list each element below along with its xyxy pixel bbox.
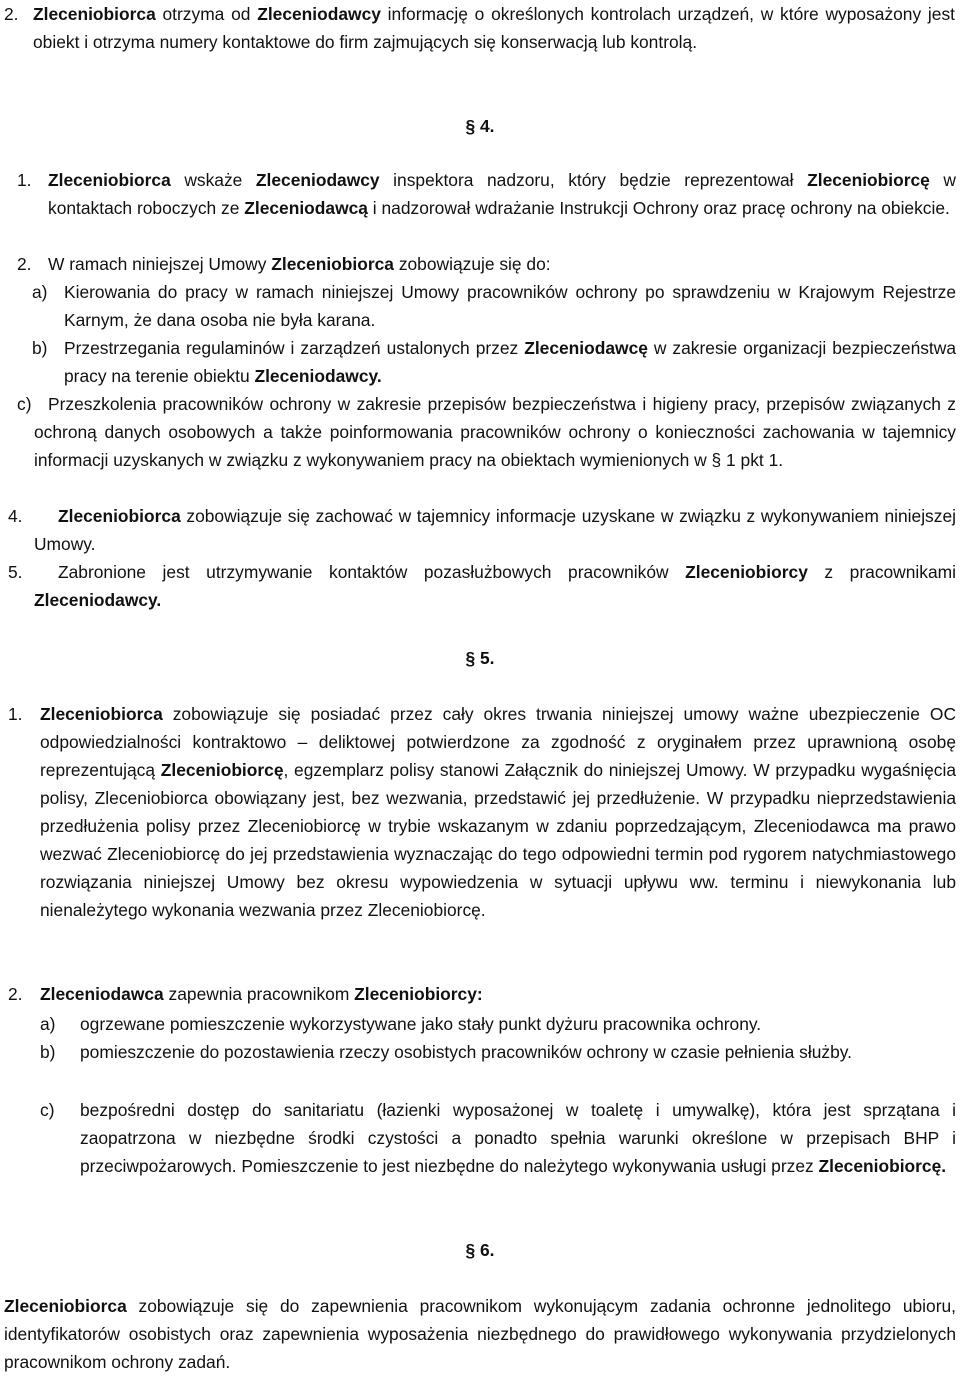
s4-item-a-text: Kierowania do pracy w ramach niniejszej Umowy pracowników ochrony po sprawdzeniu w Krajowym Rejestrze Karnym, że dana osoba nie była karana. [64, 282, 956, 330]
item-letter: a) [40, 1014, 56, 1034]
s5-item-c-text: bezpośredni dostęp do sanitariatu (łazienki wyposażonej w toaletę i umywalkę), która jest sprzątana i zaopatrzona w niezbędne środki czystości a ponadto spełnia warunki określone w przepisach BHP i przeciwpożarowych. Pomieszczenie to jest niezbędne do należytego wykonywania usługi przez Zleceniobiorcę. [80, 1100, 956, 1176]
item-number: 2. [8, 984, 23, 1004]
s4-item-c-text: Przeszkolenia pracowników ochrony w zakresie przepisów bezpieczeństwa i higieny pracy, przepisów związanych z ochroną danych osobowych a także poinformowania pracowników ochrony o konieczności zachowania w tajemnicy informacji uzyskanych w związku z wykonywaniem pracy na obiektach wymienionych w § 1 pkt 1. [34, 394, 956, 470]
item-number: 4. [8, 506, 23, 526]
s4-item-b-text: Przestrzegania regulaminów i zarządzeń ustalonych przez Zleceniodawcę w zakresie organizacji bezpieczeństwa pracy na terenie obiektu Zleceniodawcy. [64, 338, 956, 386]
s4-item-5-text: Zabronione jest utrzymywanie kontaktów pozasłużbowych pracowników Zleceniobiorcy z pracownikami Zleceniodawcy. [34, 562, 956, 610]
top-item-2-text: Zleceniobiorca otrzyma od Zleceniodawcy informację o określonych kontrolach urządzeń, w które wyposażony jest obiekt i otrzyma numery kontaktowe do firm zajmujących się konserwacją lub kontrolą. [33, 4, 955, 52]
s5-item-2-text: Zleceniodawca zapewnia pracownikom Zleceniobiorcy: [40, 984, 483, 1004]
section-heading-6: § 6. [465, 1240, 495, 1260]
item-letter: c) [40, 1100, 55, 1120]
item-number: 1. [17, 170, 32, 190]
item-number: 1. [8, 704, 23, 724]
s5-item-1-text: Zleceniobiorca zobowiązuje się posiadać przez cały okres trwania niniejszej umowy ważne ubezpieczenie OC odpowiedzialności kontraktowo – deliktowej potwierdzone za zgodność z oryginałem przez uprawnioną osobę reprezentującą Zleceniobiorcę, egzemplarz polisy stanowi Załącznik do niniejszej Umowy. W przypadku wygaśnięcia polisy, Zleceniobiorca obowiązany jest, bez wezwania, przedstawić jej przedłużenie. W przypadku nieprzedstawienia przedłużenia polisy przez Zleceniobiorcę w trybie wskazanym w zdaniu poprzedzającym, Zleceniodawca ma prawo wezwać Zleceniobiorcę do jej przedstawienia wyznaczając do tego odpowiedni termin pod rygorem natychmiastowego rozwiązania niniejszej Umowy bez okresu wypowiedzenia w sytuacji upływu ww. terminu i niewykonania lub nienależytego wykonania wezwania przez Zleceniobiorcę. [40, 704, 956, 920]
item-number: 2. [17, 254, 32, 274]
item-letter: c) [17, 394, 32, 414]
s4-item-2-text: W ramach niniejszej Umowy Zleceniobiorca zobowiązuje się do: [48, 254, 551, 274]
item-number: 5. [8, 562, 23, 582]
section-heading-5: § 5. [465, 648, 495, 668]
item-number: 2. [4, 4, 19, 24]
item-letter: b) [32, 338, 48, 358]
s4-item-1-text: Zleceniobiorca wskaże Zleceniodawcy inspektora nadzoru, który będzie reprezentował Zleceniobiorcę w kontaktach roboczych ze Zleceniodawcą i nadzorował wdrażanie Instrukcji Ochrony oraz pracę ochrony na obiekcie. [48, 170, 956, 218]
s4-item-4-text: Zleceniobiorca zobowiązuje się zachować w tajemnicy informacje uzyskane w związku z wykonywaniem niniejszej Umowy. [34, 506, 956, 554]
s5-item-b-text: pomieszczenie do pozostawienia rzeczy osobistych pracowników ochrony w czasie pełnienia służby. [80, 1042, 853, 1062]
s6-paragraph: Zleceniobiorca zobowiązuje się do zapewnienia pracownikom wykonującym zadania ochronne jednolitego ubioru, identyfikatorów osobistych oraz zapewnienia wyposażenia niezbędnego do prawidłowego wykonywania przydzielonych pracownikom ochrony zadań. [4, 1296, 956, 1372]
section-heading-4: § 4. [465, 116, 495, 136]
s5-item-a-text: ogrzewane pomieszczenie wykorzystywane jako stały punkt dyżuru pracownika ochrony. [80, 1014, 762, 1034]
item-letter: a) [32, 282, 48, 302]
item-letter: b) [40, 1042, 56, 1062]
